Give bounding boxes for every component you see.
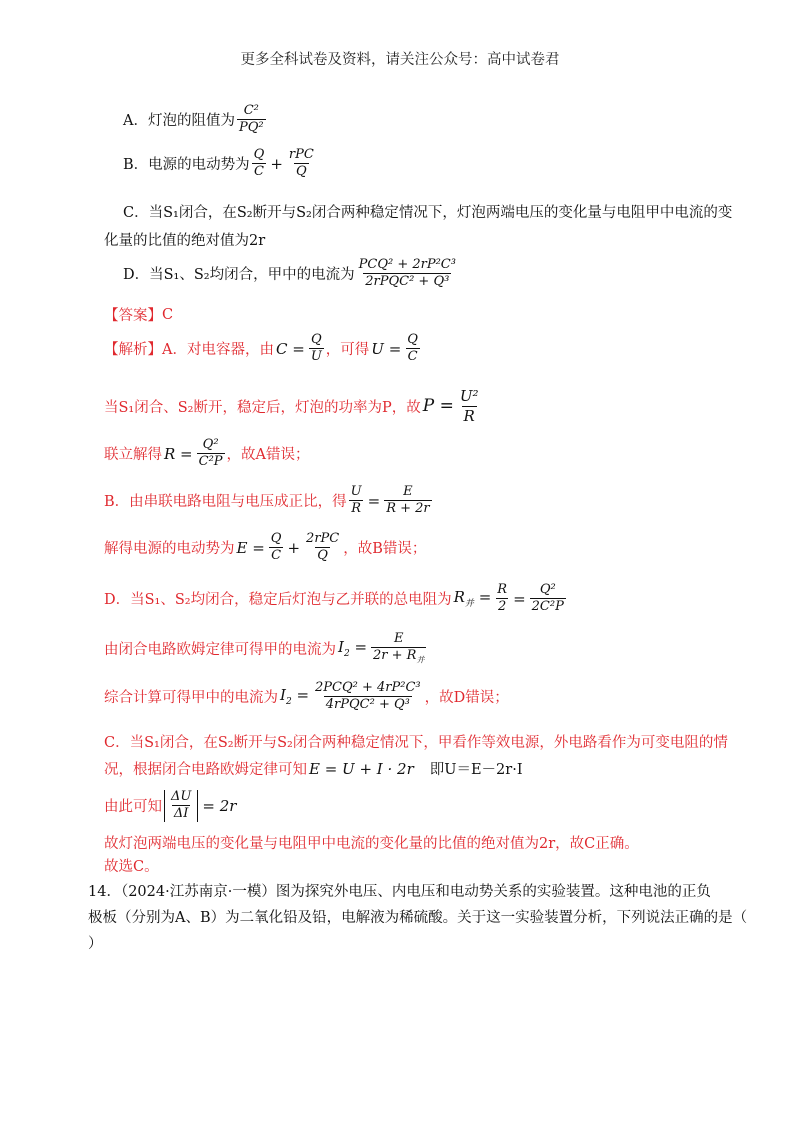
question-14-line2: 极板（分别为A、B）为二氧化铅及铅，电解液为稀硫酸。关于这一实验装置分析，下列说法正确的是（ [88, 910, 748, 926]
analysis-text: ，可得 [325, 342, 370, 359]
option-b-text: B．电源的电动势为 [123, 157, 250, 174]
analysis-text: 即U＝E－2r·I [429, 762, 523, 778]
analysis-text: ，故A错误； [226, 447, 310, 464]
answer-label: 【答案】 [104, 308, 162, 324]
analysis-line-8 [104, 681, 509, 713]
answer [104, 304, 173, 325]
formula-i2b-eq: $I_2$ = [280, 686, 310, 708]
analysis-line-5 [104, 532, 426, 564]
analysis-line-9: C．当S₁闭合，在S₂断开与S₂闭合两种稳定情况下，甲看作等效电源，外电路看作为可变电阻的情 [104, 735, 728, 751]
analysis-line-12: 故灯泡两端电压的变化量与电阻甲中电流的变化量的比值的绝对值为2r，故C正确。 [104, 836, 639, 852]
formula-i2-frac: $\frac{E}{2r + R_并}$ [373, 631, 425, 665]
formula-p-eq: P = [422, 396, 454, 416]
question-14-line3: ） [88, 936, 103, 952]
analysis-line-4 [104, 485, 434, 517]
analysis-line-11 [104, 790, 238, 822]
formula-i2-eq: $I_2$ = [338, 638, 368, 660]
analysis-line-13: 故选C。 [104, 859, 159, 875]
analysis-text: 当S₁闭合、S₂断开，稳定后，灯泡的功率为P，故 [104, 399, 421, 416]
formula-b-2: $\frac{\text{rPC}}{Q}$ [288, 147, 314, 180]
formula-ur-frac: $\frac{U}{R}$ [350, 484, 362, 517]
formula-abs: $\frac{\Delta U}{\Delta I}$ [164, 790, 198, 822]
formula-r-frac: $\frac{\text{Q²}}{\text{C²P}}$ [198, 437, 223, 470]
option-a [123, 104, 268, 136]
formula-2r: = 2r [202, 796, 237, 815]
option-b [123, 148, 318, 180]
analysis-text: 况，根据闭合电路欧姆定律可知 [104, 762, 307, 778]
formula-e-frac-2: $\frac{\text{2rPC}}{Q}$ [306, 531, 340, 564]
formula-r-eq: R = [164, 444, 193, 463]
formula-q2-frac: $\frac{\text{Q²}}{\text{2C²P}}$ [531, 582, 564, 615]
formula-kvl: E = U + I · 2r [309, 759, 414, 778]
analysis-line-3 [104, 438, 310, 470]
analysis-line-1 [104, 333, 422, 365]
formula-b-1: $\frac{Q}{C}$ [253, 147, 265, 180]
question-14-line1: 14．（2024·江苏南京·一模）图为探究外电压、内电压和电动势关系的实验装置。这种电池的正负 [88, 884, 711, 900]
analysis-text: B．由串联电路电阻与电压成正比，得 [104, 494, 347, 511]
option-d [123, 258, 460, 290]
analysis-text: ，故B错误； [343, 541, 427, 558]
analysis-text: 联立解得 [104, 447, 162, 464]
option-a-text: A．灯泡的阻值为 [123, 113, 235, 130]
equals-sign: = [367, 491, 381, 510]
analysis-line-6 [104, 583, 568, 615]
analysis-text: D．当S₁、S₂均闭合，稳定后灯泡与乙并联的总电阻为 [104, 592, 452, 609]
analysis-line-10 [104, 758, 523, 779]
formula-e-eq: E = [236, 538, 265, 557]
formula-u-eq: U = [371, 339, 402, 358]
formula-u-frac: $\frac{Q}{C}$ [407, 332, 418, 365]
plus-sign: + [270, 154, 283, 173]
option-c-line1: C．当S₁闭合，在S₂断开与S₂闭合两种稳定情况下，灯泡两端电压的变化量与电阻甲中电流的变 [123, 205, 733, 221]
equals-sign: = [513, 589, 526, 608]
analysis-text: A．对电容器，由 [162, 342, 274, 359]
option-d-text: D．当S₁、S₂均闭合，甲中的电流为 [123, 267, 355, 284]
formula-c-eq: C = [275, 339, 305, 358]
analysis-line-2 [104, 388, 483, 424]
answer-value: C [162, 306, 174, 323]
formula-er-frac: $\frac{E}{R + 2r}$ [386, 484, 430, 517]
analysis-text: 由闭合电路欧姆定律可得甲的电流为 [104, 642, 336, 659]
page-header: 更多全科试卷及资料，请关注公众号：高中试卷君 [240, 52, 560, 68]
formula-r2-frac: $\frac{R}{2}$ [497, 582, 508, 615]
analysis-label: 【解析】 [104, 342, 162, 359]
formula-i2b-frac: $\frac{\text{2PCQ² + 4rP²C³}}{\text{4rPQC² + Q³}}$ [315, 680, 421, 713]
formula-p-frac: $\frac{\text{U²}}{R}$ [459, 387, 479, 425]
analysis-line-7 [104, 632, 428, 666]
analysis-text: 综合计算可得甲中的电流为 [104, 690, 278, 707]
analysis-text: 解得电源的电动势为 [104, 541, 235, 558]
analysis-text: 由此可知 [104, 799, 162, 816]
formula-e-frac-1: $\frac{Q}{C}$ [270, 531, 282, 564]
formula-a: $\frac{\text{C²}}{\text{PQ²}}$ [238, 103, 264, 136]
formula-rbing: $R_并$ = [453, 588, 492, 610]
plus-sign: + [287, 538, 301, 557]
analysis-text: ，故D错误； [424, 690, 509, 707]
formula-d: $\frac{\text{PCQ² + 2rP²C³}}{\text{2rPQC² + Q³}}$ [358, 257, 456, 290]
formula-c-frac: $\frac{Q}{U}$ [310, 332, 322, 365]
option-c-line2: 化量的比值的绝对值为2r [104, 233, 266, 249]
